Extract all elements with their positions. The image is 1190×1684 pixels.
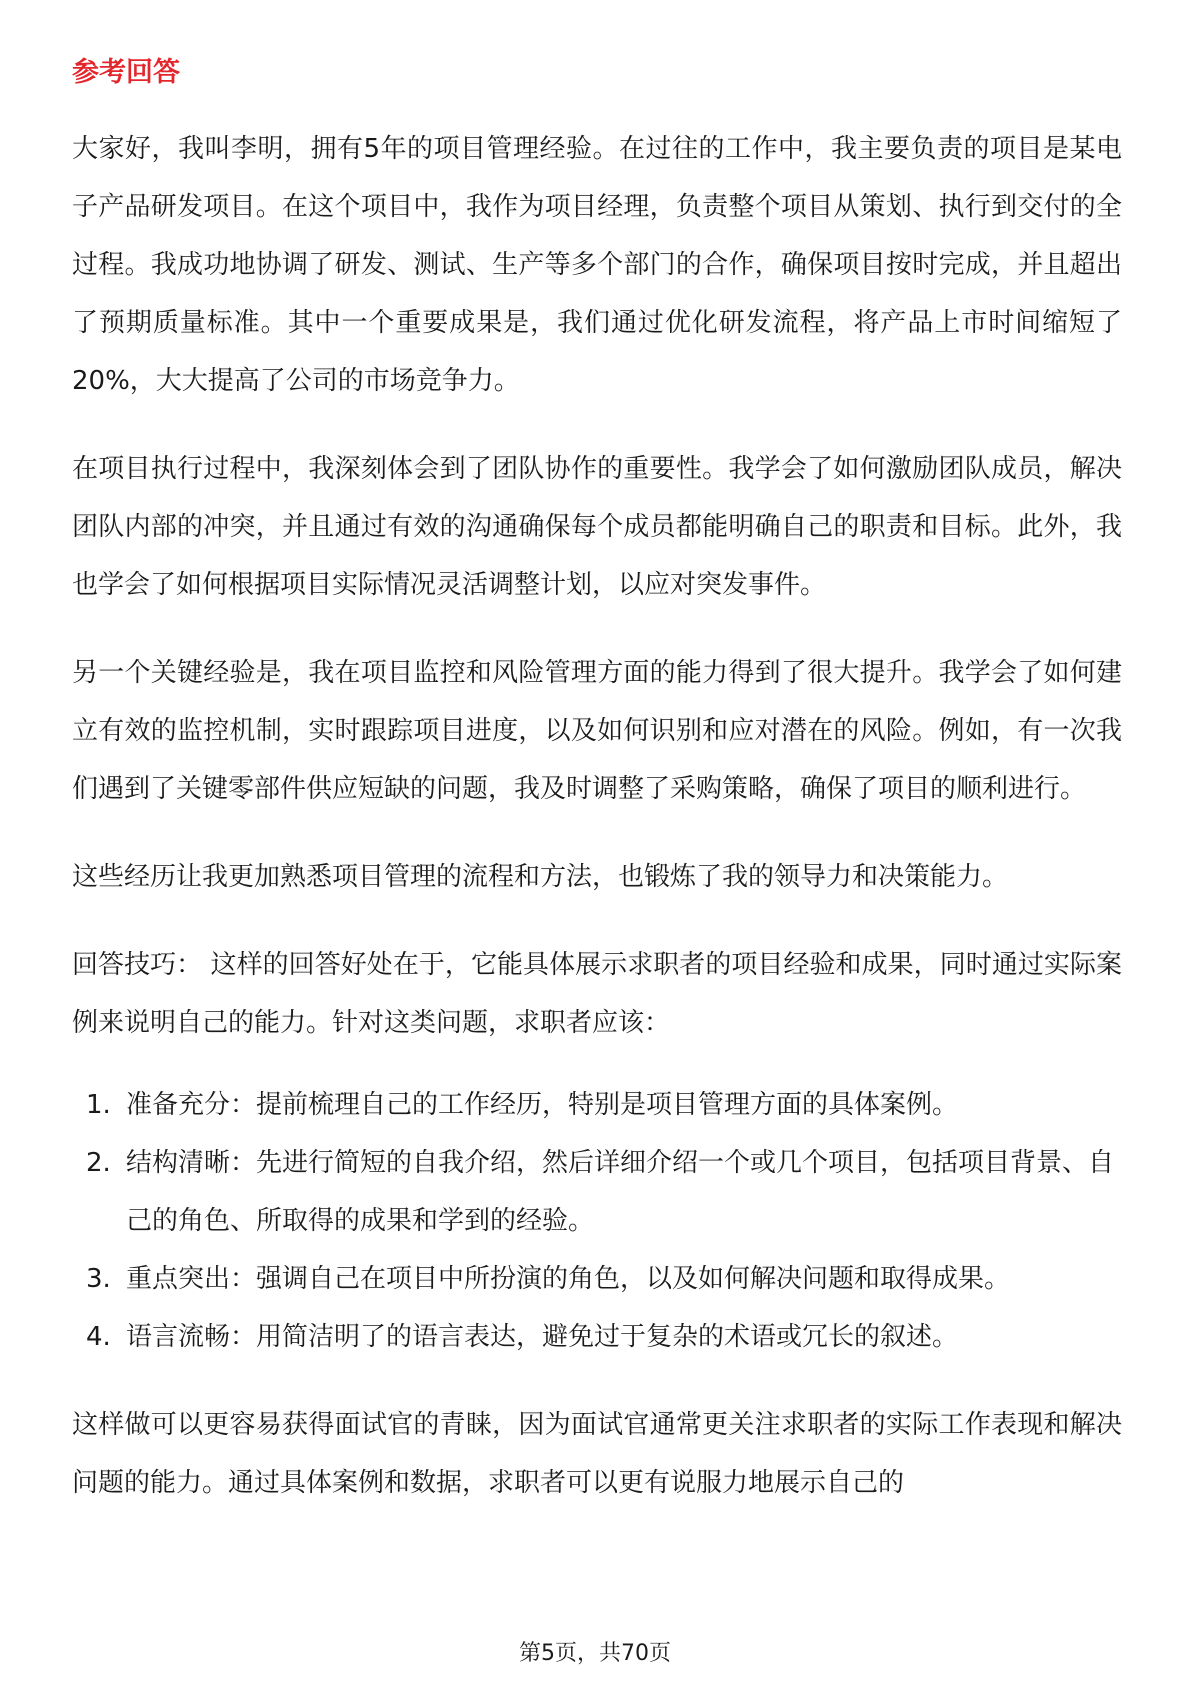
tips-list [72,1076,1122,1366]
paragraph-intro: 大家好，我叫李明，拥有5年的项目管理经验。在过往的工作中，我主要负责的项目是某电子产品研发项目。在这个项目中，我作为项目经理，负责整个项目从策划、执行到交付的全过程。我成功地协调了研发、测试、生产等多个部门的合作，确保项目按时完成，并且超出了预期质量标准。其中一个重要成果是，我们通过优化研发流程，将产品上市时间缩短了20%，大大提高了公司的市场竞争力。 [72,134,1122,396]
paragraph-summary: 这些经历让我更加熟悉项目管理的流程和方法，也锻炼了我的领导力和决策能力。 [72,862,1009,892]
list-item [72,1134,1122,1250]
list-item [72,1250,1122,1308]
paragraph-teamwork: 在项目执行过程中，我深刻体会到了团队协作的重要性。我学会了如何激励团队成员，解决团队内部的冲突，并且通过有效的沟通确保每个成员都能明确自己的职责和目标。此外，我也学会了如何根据项目实际情况灵活调整计划，以应对突发事件。 [72,454,1122,600]
list-number: 2. [86,1148,111,1178]
list-number: 4. [86,1322,111,1352]
list-item [72,1308,1122,1366]
list-number: 3. [86,1264,111,1294]
list-number: 1. [86,1090,111,1120]
list-text: 语言流畅：用简洁明了的语言表达，避免过于复杂的术语或冗长的叙述。 [126,1322,959,1352]
list-text: 结构清晰：先进行简短的自我介绍，然后详细介绍一个或几个项目，包括项目背景、自己的角色、所取得的成果和学到的经验。 [126,1148,1115,1236]
paragraph-closing: 这样做可以更容易获得面试官的青睐，因为面试官通常更关注求职者的实际工作表现和解决问题的能力。通过具体案例和数据，求职者可以更有说服力地展示自己的 [72,1410,1122,1498]
list-item [72,1076,1122,1134]
list-text: 准备充分：提前梳理自己的工作经历，特别是项目管理方面的具体案例。 [126,1090,959,1120]
content-body [72,120,1122,1542]
page-number: 第5页，共70页 [519,1641,671,1666]
paragraph-risk-management: 另一个关键经验是，我在项目监控和风险管理方面的能力得到了很大提升。我学会了如何建立有效的监控机制，实时跟踪项目进度，以及如何识别和应对潜在的风险。例如，有一次我们遇到了关键零部件供应短缺的问题，我及时调整了采购策略，确保了项目的顺利进行。 [72,658,1122,804]
tips-intro: 回答技巧： 这样的回答好处在于，它能具体展示求职者的项目经验和成果，同时通过实际案例来说明自己的能力。针对这类问题，求职者应该： [72,950,1122,1038]
section-title: 参考回答 [72,57,180,88]
list-text: 重点突出：强调自己在项目中所扮演的角色，以及如何解决问题和取得成果。 [126,1264,1011,1294]
